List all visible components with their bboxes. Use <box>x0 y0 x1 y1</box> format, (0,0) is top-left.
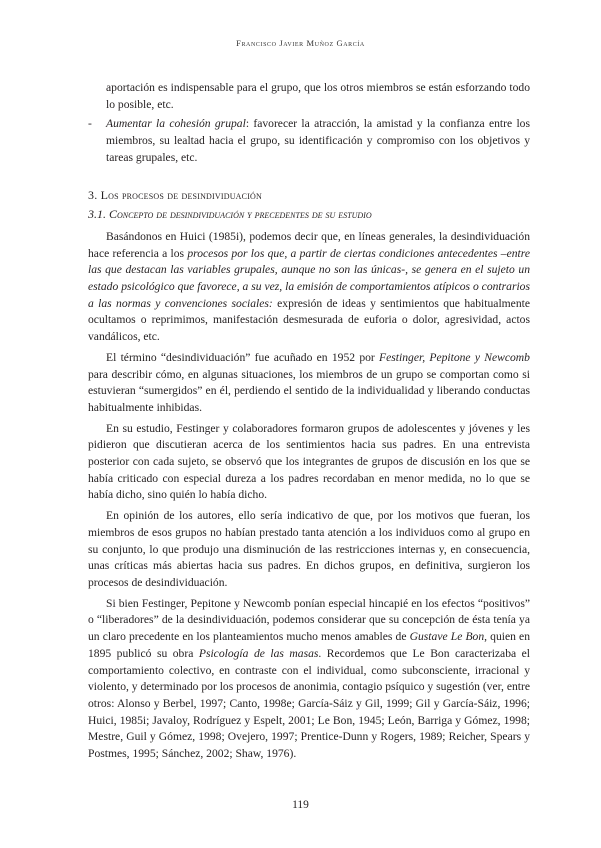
page-content <box>88 80 530 763</box>
paragraph-text: , quien en 1895 publicó su obra <box>88 630 530 660</box>
paragraph-text: Basándonos en Huici (1985i), podemos decir que, en líneas generales, la desindividuación hace referencia a los <box>88 229 530 260</box>
paragraph-emphasis: procesos por los que, a partir de ciertas condiciones antecedentes –entre las que destacan las variables grupales, aunque no son las únicas-, se genera en el sujeto un estado psicológico que favorece, a su vez, la emisión de comportamientos atípicos o contrarios a las normas y convenciones sociales: <box>88 246 530 310</box>
paragraph-text: expresión de ideas y sentimientos que habitualmente ocultamos o reprimimos, manifestación desmesurada de euforia o dolor, agresividad, actos vandálicos, etc. <box>88 296 530 344</box>
subsection-title: Concepto de desindividuación y precedentes de su estudio <box>109 207 372 222</box>
bullet-item-title: Aumentar la cohesión grupal <box>106 117 246 131</box>
paragraph-definition <box>88 229 530 346</box>
paragraph-text: Si bien Festinger, Pepitone y Newcomb ponían especial hincapié en los efectos “positivos” o “liberadores” de la desindividuación, podemos considerar que su concepción de ésta tenía ya un claro precedente en los planteamientos mucho menos amables de <box>88 596 530 644</box>
subsection-number: 3.1. <box>88 207 106 222</box>
paragraph-text: para describir cómo, en algunas situaciones, los miembros de un grupo se comportan como si estuvieran “sumergidos” en él, perdiendo el sentido de la individualidad y liberando conductas habitualmente inhibidas. <box>88 367 530 414</box>
paragraph-term-origin <box>88 350 530 417</box>
page-number: 119 <box>292 799 309 811</box>
paragraph-text: . Recordemos que Le Bon caracterizaba el comportamiento colectivo, en contraste con el individual, como subconsciente, irracional y violento, y determinado por los procesos de anonimia, contagio psíquico y sugestión (ver, entre otros: Alonso y Berbel, 1997; Canto, 1998e; García-Sáiz y Gil, 1999; Gil y García-Sáiz, 1996; Huici, 1985i; Javaloy, Rodríguez y Espelt, 2001; Le Bon, 1945; León, Barriga y Gómez, 1998; Mestre, Guil y Gómez, 1998; Ovejero, 1997; Prentice-Dunn y Rogers, 1989; Reicher, Spears y Postmes, 1995; Sánchez, 2002; Shaw, 1976). <box>88 646 531 761</box>
section-number: 3. <box>88 187 98 202</box>
bullet-dash: - <box>88 117 92 131</box>
section-heading <box>88 187 530 204</box>
paragraph-text: El término “desindividuación” fue acuñado en 1952 por <box>106 350 380 364</box>
paragraph-authors-opinion: En opinión de los autores, ello sería indicativo de que, por los motivos que fueran, los miembros de esos grupos no habían prestado tanta atención a los individuos como al grupo en su conjunto, lo que produjo una disminución de las restricciones internas y, en consecuencia, unas críticas más abiertas hacia sus padres. En dichos grupos, en definitiva, surgieron los procesos de desindividuación. <box>88 509 530 589</box>
bullet-item-text: : favorecer la atracción, la amistad y la confianza entre los miembros, su lealtad hacia el grupo, su identificación y compromiso con los objetivos y tareas grupales, etc. <box>106 117 530 164</box>
paragraph-emphasis: Psicología de las masas <box>198 646 319 660</box>
bullet-continuation: aportación es indispensable para el grupo, que los otros miembros se están esforzando todo lo posible, etc. <box>106 81 530 111</box>
section-title: Los procesos de desindividuación <box>100 187 263 202</box>
running-header: Francisco Javier Muñoz García <box>236 38 365 48</box>
subsection-heading <box>88 206 530 223</box>
paragraph-study: En su estudio, Festinger y colaboradores formaron grupos de adolescentes y jóvenes y les pidieron que discutieran acerca de los sentimientos hacia sus padres. En una entrevista posterior con cada sujeto, se observó que los integrantes de grupos de discusión en los que se había criticado con especial dureza a los padres recordaban en menor medida, no lo que se había dicho, sino quién lo había dicho. <box>88 421 530 502</box>
paragraph-le-bon <box>88 596 530 763</box>
paragraph-emphasis: Gustave Le Bon <box>409 630 485 644</box>
paragraph-emphasis: Festinger, Pepitone y Newcomb <box>379 350 530 364</box>
bullet-item-cohesion <box>88 116 530 166</box>
